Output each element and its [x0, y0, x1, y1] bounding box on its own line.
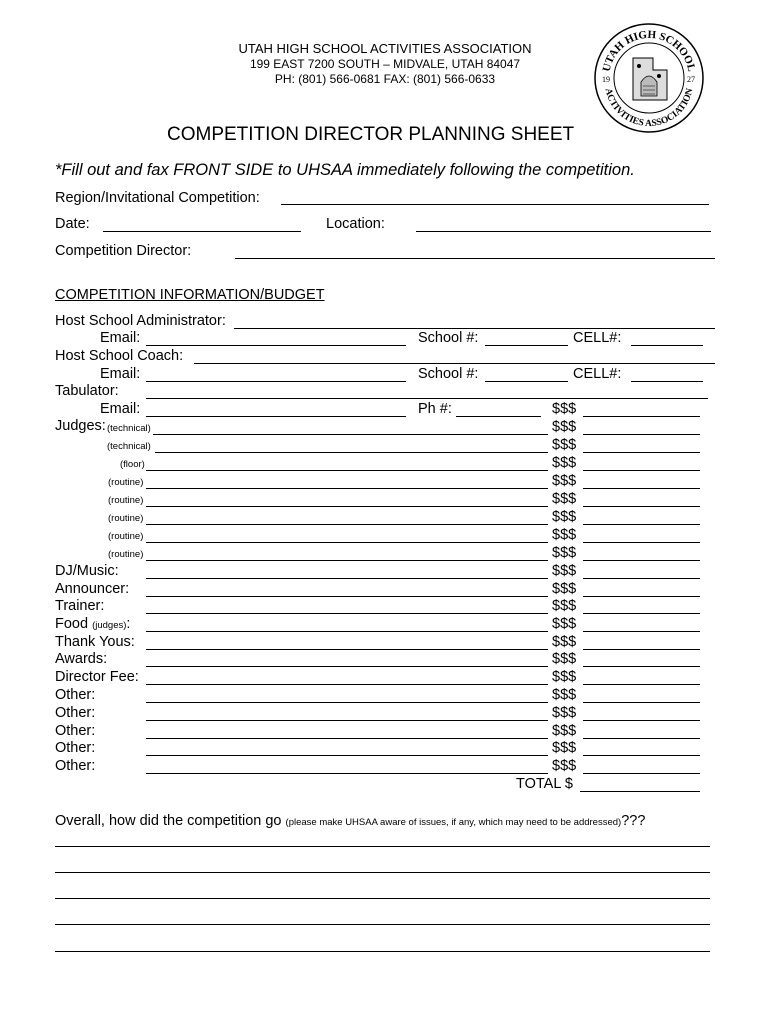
judge-type: (floor) — [120, 459, 145, 470]
overall-end: ??? — [621, 813, 646, 829]
judge-dollar-label: $$$ — [552, 473, 577, 489]
judge-dollar-label: $$$ — [552, 455, 577, 471]
budget-item-line[interactable] — [146, 578, 548, 579]
budget-item-line[interactable] — [146, 684, 548, 685]
host-coach-email-line[interactable] — [146, 381, 406, 382]
page-title: COMPETITION DIRECTOR PLANNING SHEET — [167, 124, 575, 145]
location-input-line[interactable] — [416, 231, 711, 232]
budget-item-label: Trainer: — [55, 598, 105, 614]
budget-dollar-label: $$$ — [552, 723, 577, 739]
judges-label: Judges: — [55, 418, 106, 434]
budget-item-label: Thank Yous: — [55, 634, 135, 650]
budget-item-line[interactable] — [146, 738, 548, 739]
overall-answer-line[interactable] — [55, 872, 710, 873]
budget-item-label: Director Fee: — [55, 669, 139, 685]
judge-type: (routine) — [108, 477, 144, 488]
host-admin-email-label: Email: — [100, 330, 141, 346]
judge-type: (technical) — [107, 441, 151, 452]
judge-name-line[interactable] — [146, 524, 548, 525]
judge-amount-line[interactable] — [583, 452, 700, 453]
food-text: Food — [55, 616, 89, 632]
judge-dollar-label: $$$ — [552, 491, 577, 507]
overall-answer-line[interactable] — [55, 951, 710, 952]
budget-item-label: Other: — [55, 723, 96, 739]
host-admin-school-line[interactable] — [485, 345, 568, 346]
judge-type: (routine) — [108, 513, 144, 524]
budget-amount-line[interactable] — [583, 649, 700, 650]
budget-amount-line[interactable] — [583, 755, 700, 756]
budget-item-line[interactable] — [146, 720, 548, 721]
judge-name-line[interactable] — [155, 452, 548, 453]
judge-name-line[interactable] — [153, 434, 548, 435]
budget-item-label: Other: — [55, 758, 96, 774]
food-colon: : — [126, 616, 131, 632]
instruction-text: *Fill out and fax FRONT SIDE to UHSAA immediately following the competition. — [55, 161, 635, 179]
budget-item-label: Other: — [55, 740, 96, 756]
region-label: Region/Invitational Competition: — [55, 190, 260, 206]
date-input-line[interactable] — [103, 231, 301, 232]
budget-dollar-label: $$$ — [552, 705, 577, 721]
judge-amount-line[interactable] — [583, 506, 700, 507]
judge-name-line[interactable] — [146, 470, 548, 471]
host-coach-cell-line[interactable] — [631, 381, 703, 382]
host-admin-label: Host School Administrator: — [55, 313, 226, 329]
judge-dollar-label: $$$ — [552, 437, 577, 453]
budget-dollar-label: $$$ — [552, 616, 577, 632]
overall-question-text: Overall, how did the competition go — [55, 813, 282, 829]
tabulator-input-line[interactable] — [146, 398, 708, 399]
total-amount-line[interactable] — [580, 791, 700, 792]
food-note: (judges) — [92, 620, 127, 631]
host-admin-school-label: School #: — [418, 330, 479, 346]
budget-item-line[interactable] — [146, 596, 548, 597]
budget-item-line[interactable] — [146, 631, 548, 632]
date-label: Date: — [55, 216, 90, 232]
overall-question — [55, 813, 645, 829]
budget-amount-line[interactable] — [583, 738, 700, 739]
budget-dollar-label: $$$ — [552, 634, 577, 650]
judge-name-line[interactable] — [146, 542, 548, 543]
org-phone-fax: PH: (801) 566-0681 FAX: (801) 566-0633 — [274, 72, 496, 86]
host-admin-email-line[interactable] — [146, 345, 406, 346]
tabulator-ph-line[interactable] — [456, 416, 541, 417]
budget-amount-line[interactable] — [583, 631, 700, 632]
svg-text:27: 27 — [687, 75, 695, 84]
total-label: TOTAL $ — [516, 776, 573, 792]
host-coach-label: Host School Coach: — [55, 348, 184, 364]
budget-item-label: Awards: — [55, 651, 108, 667]
budget-item-line[interactable] — [146, 755, 548, 756]
uhsaa-seal-logo — [593, 22, 705, 134]
host-coach-email-label: Email: — [100, 366, 141, 382]
judge-dollar-label: $$$ — [552, 527, 577, 543]
svg-text:19: 19 — [602, 75, 610, 84]
tabulator-label: Tabulator: — [55, 383, 119, 399]
overall-answer-line[interactable] — [55, 924, 710, 925]
budget-item-line[interactable] — [146, 649, 548, 650]
judge-type: (routine) — [108, 549, 144, 560]
budget-amount-line[interactable] — [583, 578, 700, 579]
host-admin-input-line[interactable] — [234, 328, 715, 329]
budget-amount-line[interactable] — [583, 613, 700, 614]
tabulator-ph-label: Ph #: — [418, 401, 452, 417]
director-input-line[interactable] — [235, 258, 715, 259]
budget-item-line[interactable] — [146, 613, 548, 614]
org-name: UTAH HIGH SCHOOL ACTIVITIES ASSOCIATION — [238, 41, 532, 56]
svg-text:ACTIVITIES ASSOCIATION: ACTIVITIES ASSOCIATION — [602, 87, 696, 130]
host-coach-cell-label: CELL#: — [573, 366, 622, 382]
host-coach-input-line[interactable] — [194, 363, 715, 364]
overall-note: (please make UHSAA aware of issues, if any, which may need to be addressed) — [285, 817, 622, 828]
judge-dollar-label: $$$ — [552, 419, 577, 435]
budget-dollar-label: $$$ — [552, 687, 577, 703]
budget-amount-line[interactable] — [583, 596, 700, 597]
judge-type: (routine) — [108, 495, 144, 506]
host-admin-cell-label: CELL#: — [573, 330, 622, 346]
budget-amount-line[interactable] — [583, 702, 700, 703]
judge-type: (routine) — [108, 531, 144, 542]
location-label: Location: — [326, 216, 385, 232]
budget-dollar-label: $$$ — [552, 669, 577, 685]
budget-dollar-label: $$$ — [552, 740, 577, 756]
tabulator-amount-line[interactable] — [583, 416, 700, 417]
section-title: COMPETITION INFORMATION/BUDGET — [55, 287, 325, 303]
judge-amount-line[interactable] — [583, 524, 700, 525]
budget-amount-line[interactable] — [583, 720, 700, 721]
judge-dollar-label: $$$ — [552, 545, 577, 561]
budget-item-line[interactable] — [146, 773, 548, 774]
tabulator-email-label: Email: — [100, 401, 141, 417]
judge-amount-line[interactable] — [583, 470, 700, 471]
budget-amount-line[interactable] — [583, 684, 700, 685]
overall-answer-line[interactable] — [55, 898, 710, 899]
budget-amount-line[interactable] — [583, 666, 700, 667]
budget-dollar-label: $$$ — [552, 581, 577, 597]
host-coach-school-label: School #: — [418, 366, 479, 382]
budget-item-label: Other: — [55, 687, 96, 703]
judge-amount-line[interactable] — [583, 488, 700, 489]
budget-item-label: Other: — [55, 705, 96, 721]
food-label — [55, 616, 130, 632]
org-address: 199 EAST 7200 SOUTH – MIDVALE, UTAH 84047 — [249, 57, 521, 71]
judge-dollar-label: $$$ — [552, 509, 577, 525]
tabulator-dollar-label: $$$ — [552, 401, 577, 417]
director-label: Competition Director: — [55, 243, 192, 259]
budget-dollar-label: $$$ — [552, 563, 577, 579]
budget-dollar-label: $$$ — [552, 598, 577, 614]
budget-item-line[interactable] — [146, 666, 548, 667]
budget-item-line[interactable] — [146, 702, 548, 703]
overall-answer-line[interactable] — [55, 846, 710, 847]
budget-amount-line[interactable] — [583, 773, 700, 774]
svg-text:UTAH HIGH SCHOOL: UTAH HIGH SCHOOL — [600, 28, 698, 73]
judge-amount-line[interactable] — [583, 434, 700, 435]
judge-type: (technical) — [107, 423, 151, 434]
judge-name-line[interactable] — [146, 506, 548, 507]
judge-name-line[interactable] — [146, 560, 548, 561]
host-admin-cell-line[interactable] — [631, 345, 703, 346]
budget-dollar-label: $$$ — [552, 758, 577, 774]
host-coach-school-line[interactable] — [485, 381, 568, 382]
budget-item-label: Announcer: — [55, 581, 130, 597]
judge-amount-line[interactable] — [583, 560, 700, 561]
budget-dollar-label: $$$ — [552, 651, 577, 667]
region-input-line[interactable] — [281, 204, 709, 205]
tabulator-email-line[interactable] — [146, 416, 406, 417]
budget-item-label: DJ/Music: — [55, 563, 119, 579]
judge-name-line[interactable] — [146, 488, 548, 489]
judge-amount-line[interactable] — [583, 542, 700, 543]
